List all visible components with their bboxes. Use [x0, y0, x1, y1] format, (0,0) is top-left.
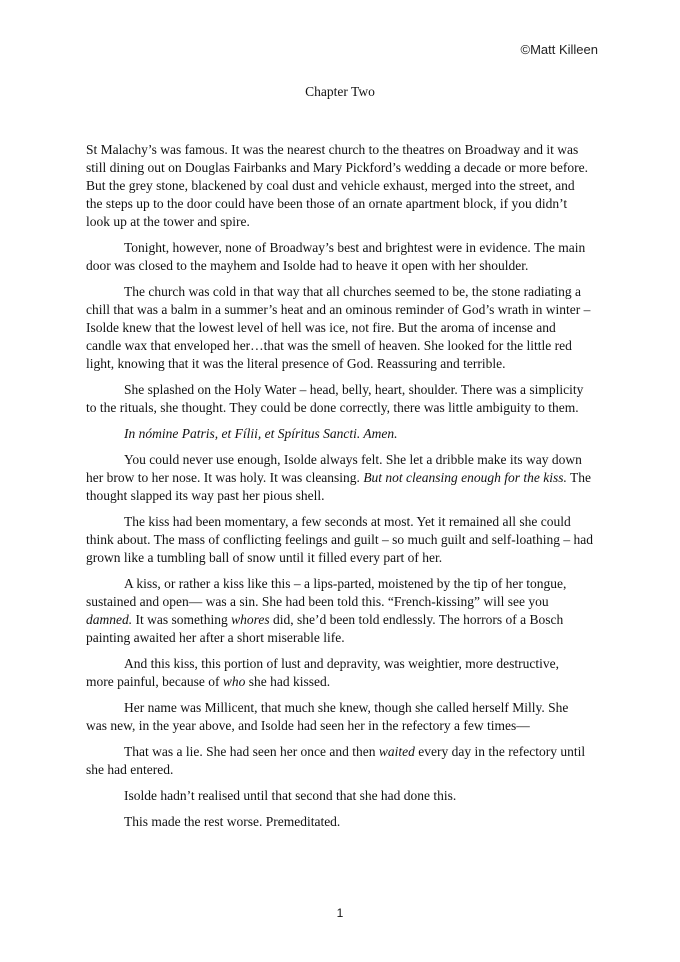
- body-paragraph: [86, 283, 606, 373]
- copyright-header: ©Matt Killeen: [520, 42, 598, 57]
- paragraph-text: Isolde knew that the lowest level of hell was ice, not fire. But the aroma of incense and: [86, 320, 556, 335]
- paragraph-text: every day in the refectory until: [414, 744, 586, 759]
- body-paragraph: [86, 699, 606, 735]
- paragraph-text: candle wax that enveloped her…that was the smell of heaven. She looked for the little red: [86, 338, 572, 353]
- paragraph-text: think about. The mass of conflicting feelings and guilt – so much guilt and self-loathing – had: [86, 532, 594, 547]
- paragraph-text: Tonight, however, none of Broadway’s best and brightest were in evidence. The main: [124, 240, 586, 255]
- paragraph-text: The: [566, 470, 592, 485]
- paragraph-text: thought slapped its way past her pious shell.: [86, 488, 325, 503]
- paragraph-text: And this kiss, this portion of lust and depravity, was weightier, more destructive,: [124, 656, 560, 671]
- body-paragraph: [86, 743, 606, 779]
- paragraph-text: It was something: [132, 612, 232, 627]
- paragraph-text: light, knowing that it was the literal presence of God. Reassuring and terrible.: [86, 356, 506, 371]
- body-paragraph: [86, 451, 606, 505]
- paragraph-text: more painful, because of: [86, 674, 223, 689]
- paragraph-text: grown like a tumbling ball of snow until it filled every part of her.: [86, 550, 443, 565]
- paragraph-text: St Malachy’s was famous. It was the nearest church to the theatres on Broadway and it was: [86, 142, 579, 157]
- body-paragraph: [86, 239, 606, 275]
- paragraph-text: She splashed on the Holy Water – head, belly, heart, shoulder. There was a simplicity: [124, 382, 584, 397]
- paragraph-text: But the grey stone, blackened by coal dust and vehicle exhaust, merged into the street, and: [86, 178, 575, 193]
- paragraph-text: You could never use enough, Isolde always felt. She let a dribble make its way down: [124, 452, 582, 467]
- chapter-body: [86, 141, 606, 839]
- page-number: 1: [336, 906, 344, 920]
- italic-text: waited: [378, 744, 415, 759]
- chapter-title: Chapter Two: [305, 84, 375, 99]
- body-paragraph: [86, 141, 606, 231]
- paragraph-text: her brow to her nose. It was holy. It was cleansing.: [86, 470, 364, 485]
- body-paragraph: [86, 513, 606, 567]
- body-paragraph: [86, 655, 606, 691]
- paragraph-text: was new, in the year above, and Isolde had seen her in the refectory a few times—: [86, 718, 530, 733]
- paragraph-text: chill that was a balm in a summer’s heat and an ominous reminder of God’s wrath in winter –: [86, 302, 591, 317]
- body-paragraph: [86, 787, 606, 805]
- paragraph-text: she had entered.: [86, 762, 174, 777]
- paragraph-text: A kiss, or rather a kiss like this – a lips-parted, moistened by the tip of her tongue,: [124, 576, 567, 591]
- body-paragraph: [86, 813, 606, 831]
- paragraph-text: The kiss had been momentary, a few seconds at most. Yet it remained all she could: [124, 514, 571, 529]
- paragraph-text: look up at the tower and spire.: [86, 214, 250, 229]
- body-paragraph: [86, 381, 606, 417]
- italic-text: damned.: [86, 612, 133, 627]
- italic-text: whores: [231, 612, 270, 627]
- paragraph-text: to the rituals, she thought. They could be done correctly, there was little ambiguity to them.: [86, 400, 579, 415]
- paragraph-text: Her name was Millicent, that much she knew, though she called herself Milly. She: [124, 700, 569, 715]
- paragraph-text: sustained and open— was a sin. She had been told this. “French-kissing” will see you: [86, 594, 549, 609]
- paragraph-text: she had kissed.: [245, 674, 331, 689]
- italic-text: who: [222, 674, 246, 689]
- paragraph-text: door was closed to the mayhem and Isolde had to heave it open with her shoulder.: [86, 258, 529, 273]
- paragraph-text: the steps up to the door could have been those of an ornate apartment block, if you didn’t: [86, 196, 568, 211]
- italic-text: In nómine Patris, et Fílii, et Spíritus Sancti. Amen.: [124, 426, 398, 441]
- body-paragraph: [86, 425, 606, 443]
- paragraph-text: This made the rest worse. Premeditated.: [124, 814, 341, 829]
- paragraph-text: Isolde hadn’t realised until that second that she had done this.: [124, 788, 457, 803]
- paragraph-text: painting awaited her after a short miserable life.: [86, 630, 345, 645]
- paragraph-text: did, she’d been told endlessly. The horrors of a Bosch: [269, 612, 564, 627]
- body-paragraph: [86, 575, 606, 647]
- paragraph-text: The church was cold in that way that all churches seemed to be, the stone radiating a: [124, 284, 581, 299]
- paragraph-text: That was a lie. She had seen her once and then: [124, 744, 379, 759]
- paragraph-text: still dining out on Douglas Fairbanks and Mary Pickford’s wedding a decade or more before.: [86, 160, 589, 175]
- italic-text: But not cleansing enough for the kiss.: [363, 470, 567, 485]
